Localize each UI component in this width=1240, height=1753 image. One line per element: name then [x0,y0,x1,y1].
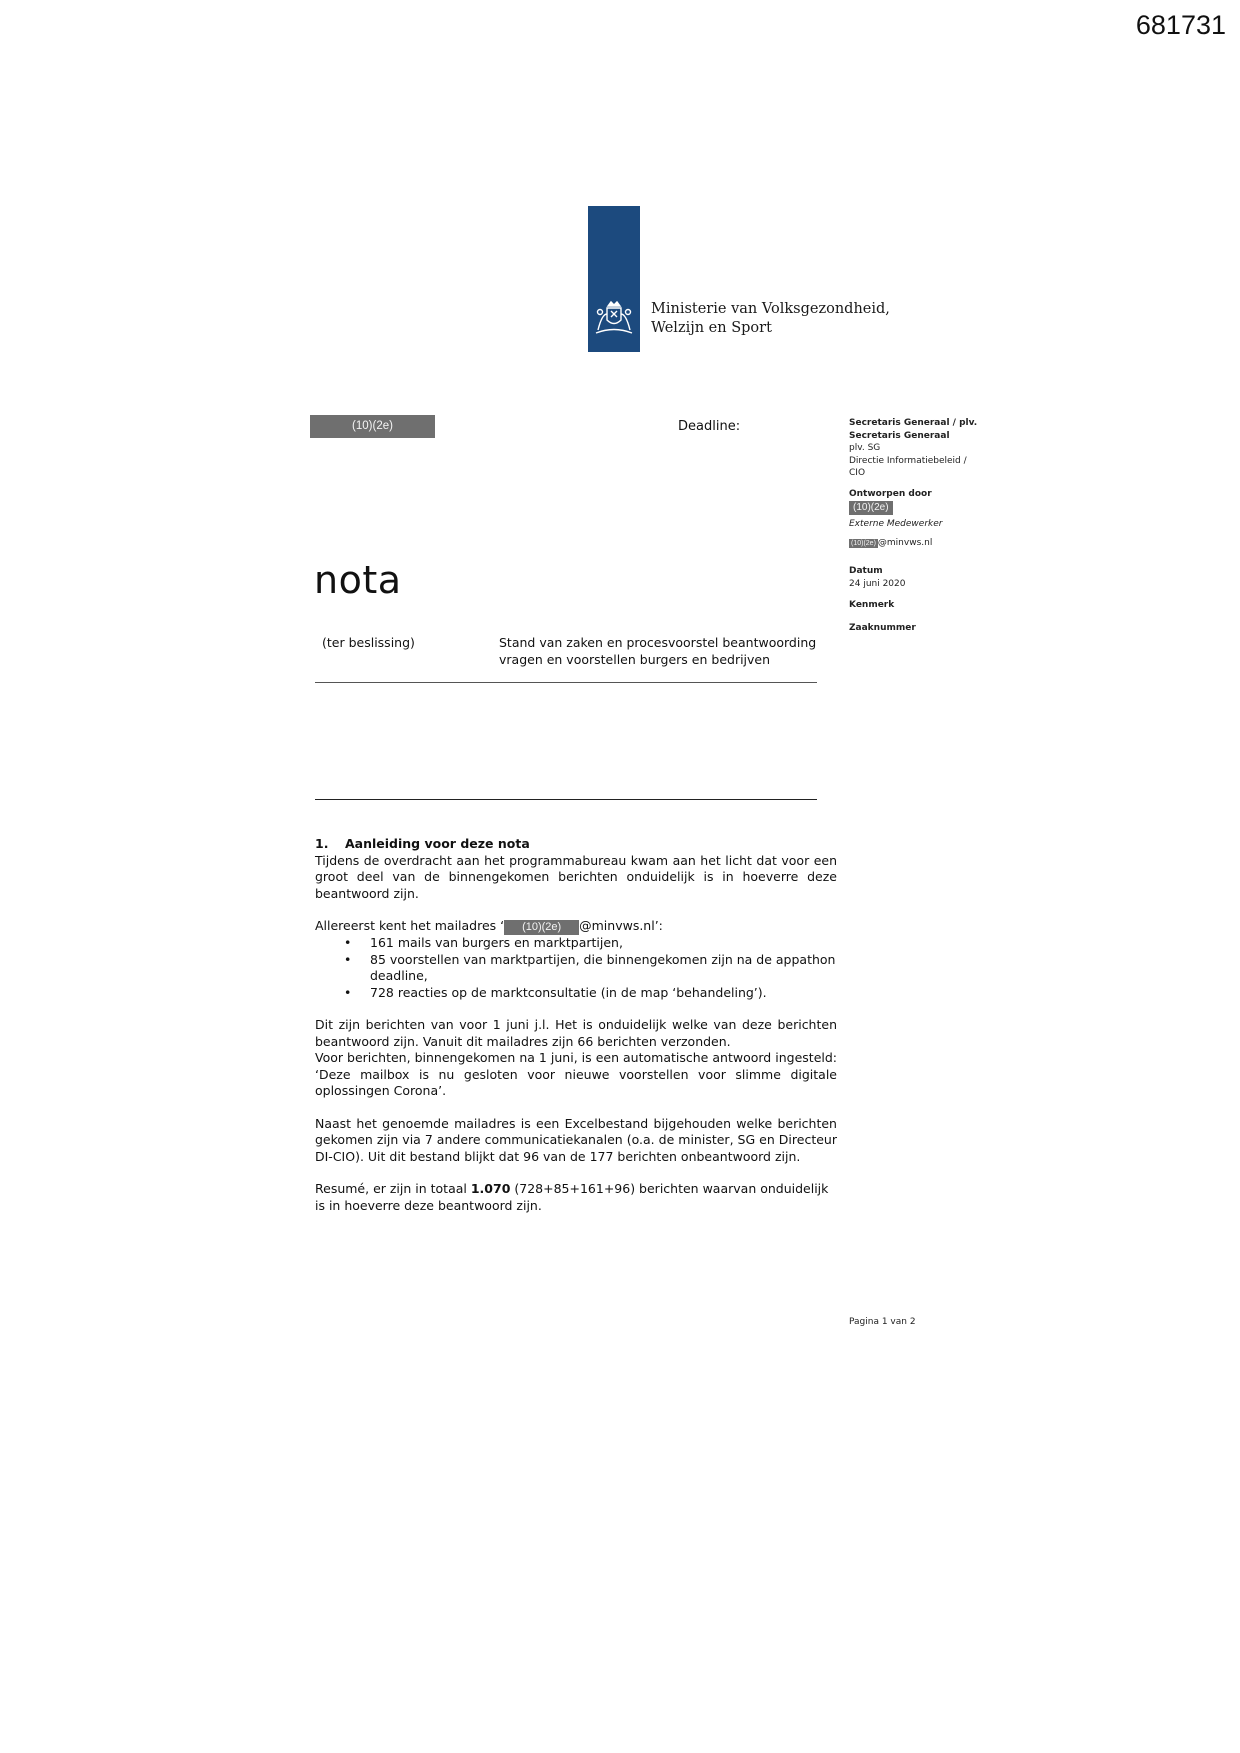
mailbox-suffix: @minvws.nl’: [579,918,663,933]
sidebar-email-redaction: (10)(2e) [851,539,876,547]
paragraph-mailbox [315,918,837,935]
divider [315,682,817,683]
list-item: • 85 voorstellen van marktpartijen, die binnengekomen zijn na de appathon deadline, [370,952,837,985]
status-label: (ter beslissing) [322,635,415,650]
sidebar-date-label: Datum [849,566,883,577]
deadline-label: Deadline: [678,419,741,434]
subject-line-1: Stand van zaken en procesvoorstel beantwoording [499,635,817,650]
body-text [315,836,837,1230]
paragraph-intro: Tijdens de overdracht aan het programmabureau kwam aan het licht dat voor een groot deel van de binnengekomen berichten onduidelijk is in hoeverre deze beantwoord zijn. [315,852,837,901]
sidebar-reference-label: Kenmerk [849,599,895,610]
sidebar-date-value: 24 juni 2020 [849,578,906,589]
sidebar-role: Externe Medewerker [849,519,943,530]
document-id: 681731 [1135,10,1226,40]
redaction-block: (10)(2e) [310,415,435,438]
mailbox-prefix: Allereerst kent het mailadres ‘ [315,918,505,933]
list-item: • 728 reacties op de marktconsultatie (in de map ‘behandeling’). [370,985,837,1002]
ministry-name-line-1: Ministerie van Volksgezondheid, [651,301,890,317]
sidebar-dept-line-5: CIO [849,468,866,479]
paragraph-status [315,1017,837,1100]
sidebar [849,417,1009,635]
paragraph-summary [315,1181,837,1214]
section-number: 1. [315,836,329,851]
paragraph-status-line-2: Voor berichten, binnengekomen na 1 juni, is een automatische antwoord ingesteld: ‘Deze mailbox is nu gesloten voor nieuwe voorstellen voor slimme digitale oplossingen Corona’. [315,1050,837,1098]
subject [499,634,829,668]
sidebar-dept-line-2: Secretaris Generaal [849,430,950,441]
paragraph-status-line-1: Dit zijn berichten van voor 1 juni j.l. Het is onduidelijk welke van deze berichten beantwoord zijn. Vanuit dit mailadres zijn 66 berichten verzonden. [315,1017,837,1049]
sidebar-dept-line-3: plv. SG [849,443,881,454]
page-number: Pagina 1 van 2 [849,1317,916,1327]
list-item: • 161 mails van burgers en marktpartijen, [370,935,837,952]
paragraph-excel: Naast het genoemde mailadres is een Excelbestand bijgehouden welke berichten gekomen zijn via 7 andere communicatiekanalen (o.a. de minister, SG en Directeur DI-CIO). Uit dit bestand blijkt dat 96 van de 177 berichten onbeantwoord zijn. [315,1115,837,1164]
sidebar-designed-by-label: Ontworpen door [849,488,932,499]
sidebar-case-number-label: Zaaknummer [849,623,916,634]
summary-suffix: (728+85+161+96) berichten waarvan onduidelijk is in hoeverre deze beantwoord zijn. [315,1181,829,1213]
mailbox-redaction: (10)(2e) [504,920,579,935]
sidebar-dept-line-1: Secretaris Generaal / plv. [849,418,978,428]
divider [315,799,817,800]
subject-line-2: vragen en voorstellen burgers en bedrijven [499,652,771,667]
section-title: Aanleiding voor deze nota [345,836,530,851]
sidebar-dept-line-4: Directie Informatiebeleid / [849,455,967,466]
section-heading [315,836,837,853]
summary-prefix: Resumé, er zijn in totaal [315,1181,471,1196]
crest-icon [592,300,636,338]
sidebar-email-domain: @minvws.nl [877,537,933,548]
ministry-name [651,300,890,338]
sidebar-designed-by-redaction: (10)(2e) [849,501,893,516]
summary-total: 1.070 [470,1181,511,1196]
document-title: nota [314,558,402,602]
message-list [315,935,837,1001]
ministry-name-line-2: Welzijn en Sport [651,320,772,336]
